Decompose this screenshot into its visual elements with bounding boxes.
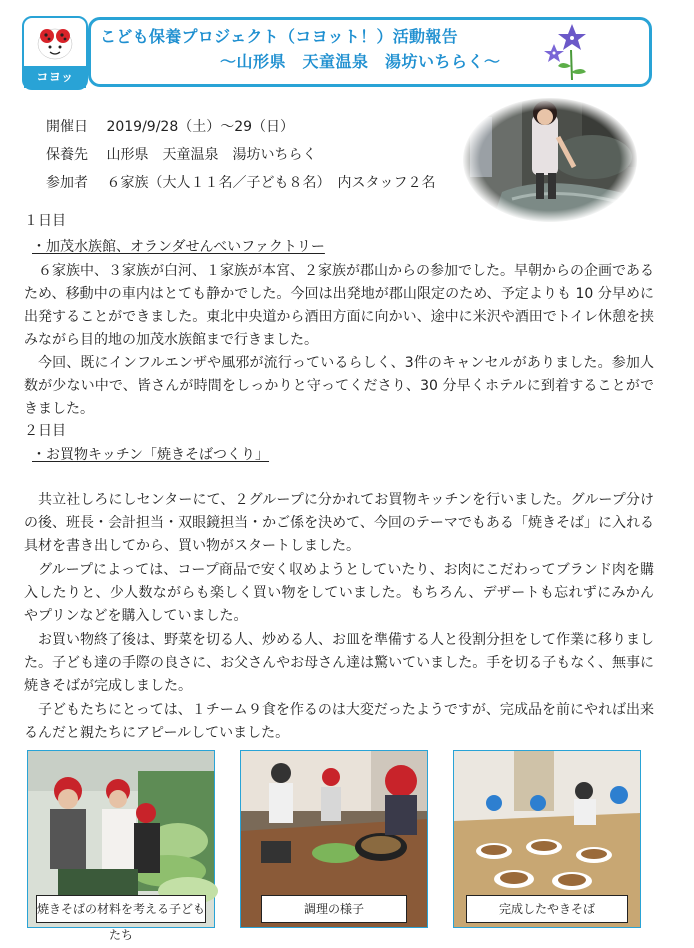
bellflower-icon — [544, 22, 592, 80]
day2-paragraph-3: お買い物終了後は、野菜を切る人、炒める人、お皿を準備する人と役割分担をして作業に移りました。子ども達の手際の良さに、お父さんやお母さん達は驚いていました。手を切る子もなく、無事に焼きそばが完成しました。 — [24, 632, 654, 694]
info-participants-value: ６家族（大人１１名／子ども８名） 内スタッフ２名 — [106, 175, 436, 191]
info-date-value: 2019/9/28（土）～29（日） — [106, 119, 295, 135]
info-date-label: 開催日 — [46, 119, 88, 135]
photo-cooking-caption: 調理の様子 — [261, 895, 407, 923]
photo-shopping — [27, 750, 215, 942]
day2-paragraph-1: 共立社しろにしセンターにて、２グループに分かれてお買物キッチンを行いました。グループ分けの後、班長・会計担当・双眼鏡担当・かご係を決めて、今回のテーマでもある「焼きそば」に入れる具材を書き出してから、買い物がスタートしました。 — [24, 492, 654, 554]
day2-paragraph-4: 子どもたちにとっては、１チーム９食を作るのは大変だったようですが、完成品を前にやれば出来るんだと親たちにアピールしていました。 — [24, 702, 654, 741]
day1-paragraph-2: 今回、既にインフルエンザや風邪が流行っているらしく、3件のキャンセルがありました。参加人数が少ない中で、皆さんが時間をしっかりと守ってくださり、30 分早くホテルに到着することができました。 — [24, 355, 654, 417]
day1-heading: １日目 — [24, 213, 66, 229]
info-location — [46, 144, 316, 164]
photo-finished-yakisoba — [453, 750, 641, 928]
photo-cooking — [240, 750, 428, 928]
photo-finished-caption: 完成したやきそば — [466, 895, 628, 923]
info-participants-label: 参加者 — [46, 175, 88, 191]
report-subtitle: ～山形県 天童温泉 湯坊いちらく～ — [220, 52, 501, 71]
day2-heading: ２日目 — [24, 423, 66, 439]
aquarium-photo — [462, 97, 638, 223]
day1-paragraph-1: ６家族中、３家族が白河、１家族が本宮、２家族が郡山からの参加でした。早朝からの企画であるため、移動中の車内はとても静かでした。今回は出発地が郡山限定のため、予定よりも 10 分早めに出発することができました。東北中央道から酒田方面に向かい、途中に米沢や酒田でトイレ休憩を挟みながら目的地の加茂水族館まで行きました。 — [24, 263, 654, 348]
day2-paragraph-2: グループによっては、コープ商品で安く収めようとしていたり、お肉にこだわってブランド肉を購入したりと、少人数ながらも楽しく買い物をしていました。もちろん、デザートも忘れずにみかんやプリンなどを購入していました。 — [24, 562, 654, 624]
day1-subheading: ・加茂水族館、オランダせんべいファクトリー — [32, 239, 325, 255]
ladybug-mascot-icon — [34, 22, 76, 62]
report-title: こども保養プロジェクト（コヨット！）活動報告 — [100, 27, 458, 46]
logo-text: コヨット！ — [24, 66, 86, 88]
info-date — [46, 116, 294, 136]
koyotto-logo — [22, 16, 88, 106]
info-participants — [46, 172, 435, 192]
info-location-value: 山形県 天童温泉 湯坊いちらく — [106, 147, 317, 163]
photo-shopping-caption: 焼きそばの材料を考える子どもたち — [36, 895, 206, 923]
info-location-label: 保養先 — [46, 147, 88, 163]
day2-subheading: ・お買物キッチン「焼きそばつくり」 — [32, 447, 270, 463]
